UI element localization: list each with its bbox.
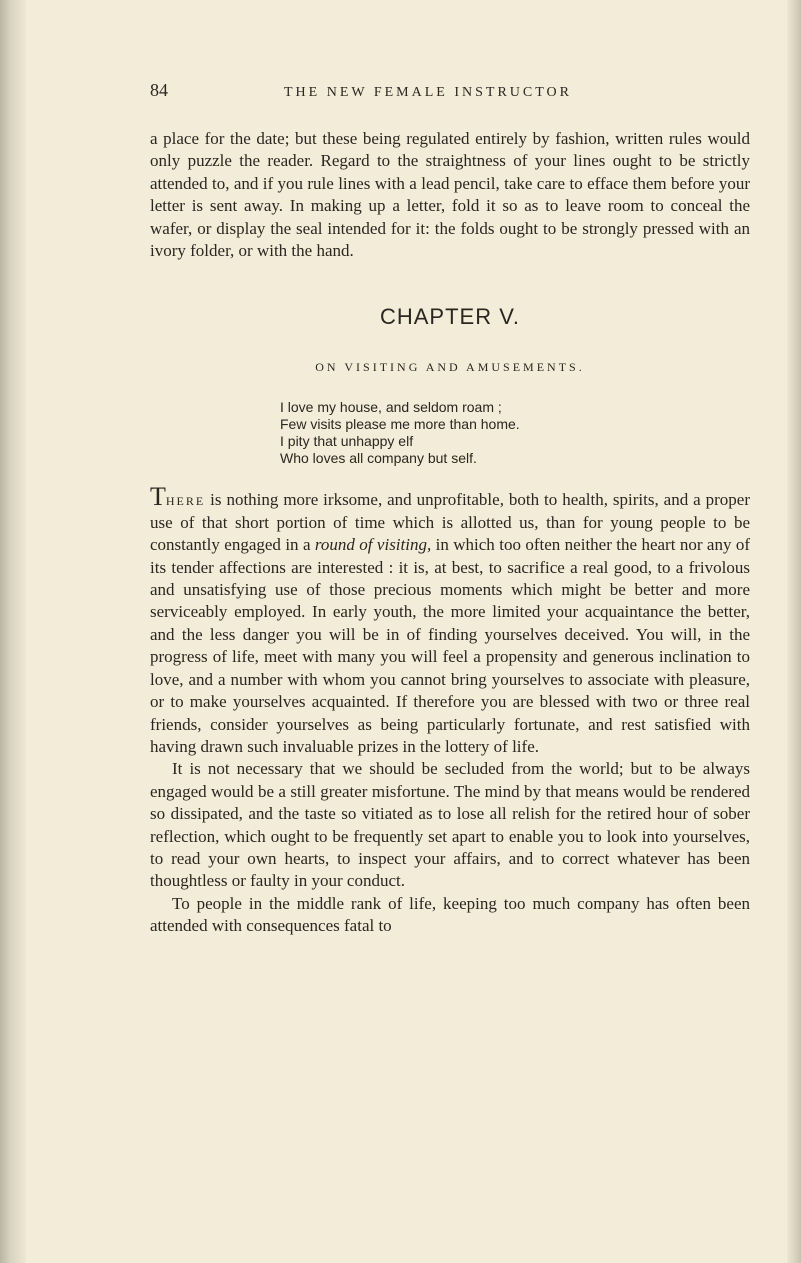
paragraph-text: is nothing more irksome, and unprofitable, both to health, spirits, and a proper use of that short portion of time which is allotted us, than for young people to be constantly engaged in a (150, 490, 750, 555)
continuation-paragraph: a place for the date; but these being regulated entirely by fashion, written rules would only puzzle the reader. Regard to the straightness of your lines ought to be strictly attended to, and if you rule lines with a lead pencil, take care to efface them before your letter is sent away. In making up a letter, fold it so as to leave room to conceal the wafer, or display the seal intended for it: the folds ought to be strongly pressed with an ivory folder, or with the hand. (150, 129, 750, 261)
epigraph (280, 399, 750, 467)
body-paragraph-3: To people in the middle rank of life, keeping too much company has often been attended with consequences fatal to (150, 893, 750, 936)
chapter-title: CHAPTER V. (379, 304, 520, 330)
body-paragraph-1 (150, 482, 751, 758)
epigraph-line: I pity that unhappy elf (280, 433, 414, 450)
drop-capital: T (150, 482, 166, 512)
running-head (150, 80, 750, 110)
italic-phrase: round of visiting, (314, 535, 432, 555)
opening-smallcaps: here (165, 490, 206, 510)
page-edge-right (787, 0, 801, 1263)
chapter-subtitle: ON VISITING AND AMUSEMENTS. (315, 360, 585, 375)
book-page (150, 80, 750, 938)
body-paragraph-2: It is not necessary that we should be secluded from the world; but to be always engaged would be a still greater misfortune. The mind by that means would be rendered so dissipated, and the taste so vitiated as to lose all relish for the retired hour of sober reflection, which ought to be frequently set apart to enable you to look into yourselves, to read your own hearts, to inspect your affairs, and to correct whatever has been thoughtless or faulty in your conduct. (150, 759, 750, 891)
page-edge-left (0, 0, 26, 1263)
page-number: 84 (150, 80, 168, 100)
epigraph-line: Few visits please me more than home. (280, 416, 520, 433)
epigraph-line: I love my house, and seldom roam ; (280, 399, 502, 416)
running-title: THE NEW FEMALE INSTRUCTOR (284, 85, 572, 100)
paragraph-text: in which too often neither the heart nor any of its tender affections are interested : it is, at best, to sacrifice a real good, to a frivolous and unsatisfying use of those precious moments which might be better and more serviceably employed. In early youth, the more limited your acquaintance the better, and the less danger you will be in of finding yourselves deceived. You will, in the progress of life, meet with many you will feel a propensity and generous inclination to love, and a number with whom you cannot bring yourselves to associate with pleasure, or to make yourselves acquainted. If therefore you are blessed with two or three real friends, consider yourselves as being particularly fortunate, and rest satisfied with having drawn such invaluable prizes in the lottery of life. (150, 535, 751, 756)
epigraph-line: Who loves all company but self. (280, 450, 477, 467)
